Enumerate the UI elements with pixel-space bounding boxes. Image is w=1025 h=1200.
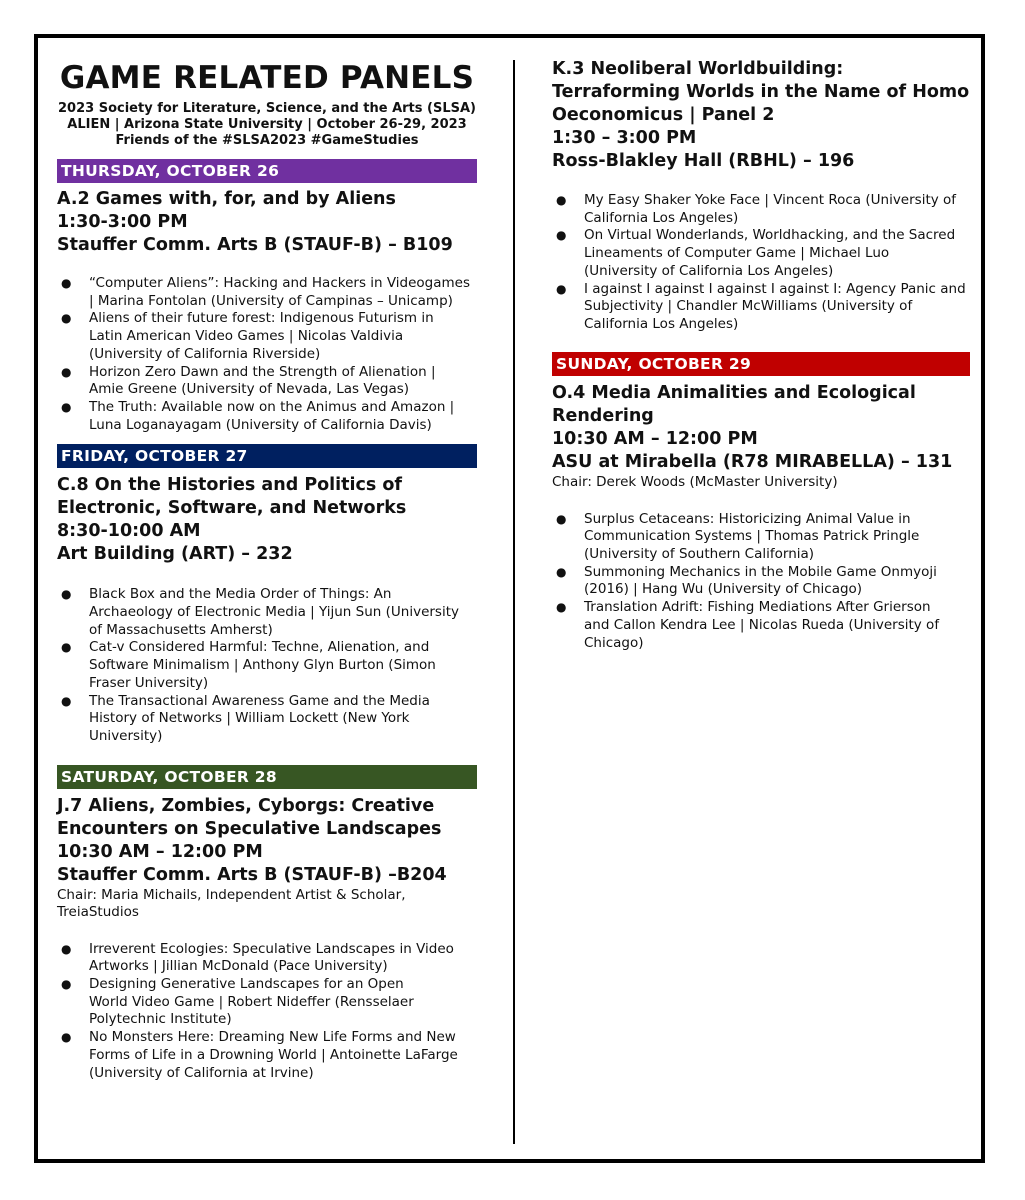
talk-line: Black Box and the Media Order of Things: An <box>89 586 392 603</box>
bullet-icon: ● <box>556 228 567 243</box>
talk-line: Luna Loganayagam (University of California Davis) <box>89 416 432 433</box>
panel-chair-cont: TreiaStudios <box>57 903 139 920</box>
panel-j7 <box>57 795 477 1083</box>
talk-line: Summoning Mechanics in the Mobile Game Onmyoji <box>584 563 937 580</box>
talk-line: No Monsters Here: Dreaming New Life Forms and New <box>89 1029 456 1046</box>
talk-item <box>57 310 477 363</box>
talk-item <box>57 639 477 692</box>
talk-line: I against I against I against I against I: Agency Panic and <box>584 280 966 297</box>
talk-line: of Massachusetts Amherst) <box>89 621 273 638</box>
panel-c8 <box>57 474 477 745</box>
talk-line: Software Minimalism | Anthony Glyn Burton (Simon <box>89 657 436 674</box>
page-header <box>57 58 477 149</box>
day-banner-saturday: SATURDAY, OCTOBER 28 <box>57 765 477 789</box>
bullet-icon: ● <box>61 1030 72 1045</box>
talk-item <box>57 693 477 746</box>
talk-list <box>57 275 477 434</box>
panel-room: Stauffer Comm. Arts B (STAUF-B) – B109 <box>57 235 453 255</box>
talk-item <box>552 564 970 599</box>
talk-list <box>552 192 970 334</box>
panel-title-cont: Encounters on Speculative Landscapes <box>57 818 442 839</box>
day-banner-friday: FRIDAY, OCTOBER 27 <box>57 444 477 468</box>
talk-line: Chicago) <box>584 634 644 651</box>
talk-line: On Virtual Wonderlands, Worldhacking, and the Sacred <box>584 227 956 244</box>
right-column <box>552 58 970 652</box>
talk-item <box>57 1029 477 1082</box>
panel-time: 10:30 AM – 12:00 PM <box>57 841 263 862</box>
header-line-hashtags: Friends of the #SLSA2023 #GameStudies <box>115 133 419 148</box>
talk-item <box>57 586 477 639</box>
panel-title: K.3 Neoliberal Worldbuilding: <box>552 59 844 79</box>
talk-line: Translation Adrift: Fishing Mediations After Grierson <box>584 599 931 616</box>
talk-line: Communication Systems | Thomas Patrick Pringle <box>584 528 920 545</box>
talk-line: (University of Southern California) <box>584 546 815 563</box>
talk-item <box>552 227 970 280</box>
talk-line: Irreverent Ecologies: Speculative Landscapes in Video <box>89 940 454 957</box>
talk-line: History of Networks | William Lockett (New York <box>89 710 410 727</box>
talk-line: (University of California Riverside) <box>89 345 321 362</box>
day-banner-sunday: SUNDAY, OCTOBER 29 <box>552 352 970 376</box>
bullet-icon: ● <box>61 276 72 290</box>
panel-time: 10:30 AM – 12:00 PM <box>552 428 758 449</box>
bullet-icon: ● <box>61 941 72 956</box>
talk-line: Archaeology of Electronic Media | Yijun Sun (University <box>89 604 459 621</box>
panel-title-cont: Rendering <box>552 405 654 426</box>
talk-line: and Callon Kendra Lee | Nicolas Rueda (University of <box>584 616 940 633</box>
talk-line: Lineaments of Computer Game | Michael Luo <box>584 245 890 262</box>
panel-k3 <box>552 58 970 334</box>
bullet-icon: ● <box>61 311 72 326</box>
talk-line: My Easy Shaker Yoke Face | Vincent Roca (University of <box>584 192 957 208</box>
panel-title-cont: Electronic, Software, and Networks <box>57 498 407 519</box>
panel-title: A.2 Games with, for, and by Aliens <box>57 189 396 209</box>
panel-a2 <box>57 188 477 434</box>
talk-item <box>552 192 970 227</box>
talk-item <box>552 599 970 652</box>
talk-item <box>57 275 477 310</box>
bullet-icon: ● <box>556 193 567 207</box>
talk-line: (University of California Los Angeles) <box>584 262 834 279</box>
panel-room: Stauffer Comm. Arts B (STAUF-B) –B204 <box>57 864 447 885</box>
talk-line: Subjectivity | Chandler McWilliams (University of <box>584 298 913 315</box>
panel-time: 1:30-3:00 PM <box>57 212 188 232</box>
talk-line: “Computer Aliens”: Hacking and Hackers in Videogames <box>89 275 471 291</box>
talk-line: Forms of Life in a Drowning World | Antoinette LaFarge <box>89 1046 458 1063</box>
talk-list <box>57 586 477 745</box>
talk-item <box>57 364 477 399</box>
talk-item <box>57 976 477 1029</box>
talk-line: Polytechnic Institute) <box>89 1011 232 1028</box>
talk-list <box>57 941 477 1083</box>
header-line-venue: ALIEN | Arizona State University | October 26-29, 2023 <box>67 117 467 132</box>
panel-chair: Chair: Maria Michails, Independent Artist & Scholar, <box>57 886 406 903</box>
header-line-conference: 2023 Society for Literature, Science, and the Arts (SLSA) <box>58 101 476 116</box>
bullet-icon: ● <box>61 977 72 992</box>
talk-line: | Marina Fontolan (University of Campinas – Unicamp) <box>89 292 453 309</box>
bullet-icon: ● <box>61 587 72 602</box>
panel-o4 <box>552 382 970 653</box>
bullet-icon: ● <box>556 564 567 579</box>
panel-title-cont-2: Oeconomicus | Panel 2 <box>552 105 775 125</box>
bullet-icon: ● <box>61 364 72 379</box>
panel-title: O.4 Media Animalities and Ecological <box>552 382 916 403</box>
day-banner-thursday: THURSDAY, OCTOBER 26 <box>57 159 477 183</box>
talk-line: The Truth: Available now on the Animus and Amazon | <box>89 398 455 415</box>
bullet-icon: ● <box>61 640 72 655</box>
talk-item <box>57 399 477 434</box>
panel-room: Ross-Blakley Hall (RBHL) – 196 <box>552 151 855 171</box>
panel-time: 1:30 – 3:00 PM <box>552 128 697 148</box>
panel-room: ASU at Mirabella (R78 MIRABELLA) – 131 <box>552 451 953 472</box>
left-column <box>57 58 477 1082</box>
bullet-icon: ● <box>61 693 72 708</box>
bullet-icon: ● <box>61 399 72 414</box>
talk-line: Fraser University) <box>89 674 209 691</box>
talk-line: World Video Game | Robert Nideffer (Rensselaer <box>89 993 414 1010</box>
talk-line: University) <box>89 727 163 744</box>
talk-line: (2016) | Hang Wu (University of Chicago) <box>584 581 863 598</box>
panel-chair: Chair: Derek Woods (McMaster University) <box>552 473 838 490</box>
talk-line: (University of California at Irvine) <box>89 1064 314 1081</box>
talk-line: California Los Angeles) <box>584 209 739 226</box>
panel-title: C.8 On the Histories and Politics of <box>57 475 403 496</box>
talk-line: California Los Angeles) <box>584 315 739 332</box>
page-title: GAME RELATED PANELS <box>59 60 475 96</box>
panel-title-cont: Terraforming Worlds in the Name of Homo <box>552 82 970 102</box>
talk-line: Aliens of their future forest: Indigenous Futurism in <box>89 310 434 327</box>
talk-item <box>57 941 477 976</box>
talk-item <box>552 281 970 334</box>
bullet-icon: ● <box>556 281 567 296</box>
talk-line: The Transactional Awareness Game and the Media <box>89 692 430 709</box>
talk-list <box>552 511 970 653</box>
column-divider <box>513 60 515 1144</box>
bullet-icon: ● <box>556 511 567 526</box>
bullet-icon: ● <box>556 600 567 615</box>
talk-line: Designing Generative Landscapes for an Open <box>89 976 404 993</box>
talk-line: Horizon Zero Dawn and the Strength of Alienation | <box>89 363 436 380</box>
panel-title: J.7 Aliens, Zombies, Cyborgs: Creative <box>57 795 435 816</box>
panel-room: Art Building (ART) – 232 <box>57 544 293 565</box>
talk-line: Amie Greene (University of Nevada, Las Vegas) <box>89 381 410 398</box>
panel-time: 8:30-10:00 AM <box>57 521 201 542</box>
talk-item <box>552 511 970 564</box>
talk-line: Artworks | Jillian McDonald (Pace University) <box>89 958 388 975</box>
talk-line: Latin American Video Games | Nicolas Valdivia <box>89 328 404 345</box>
talk-line: Cat-v Considered Harmful: Techne, Alienation, and <box>89 639 430 656</box>
talk-line: Surplus Cetaceans: Historicizing Animal Value in <box>584 510 911 527</box>
